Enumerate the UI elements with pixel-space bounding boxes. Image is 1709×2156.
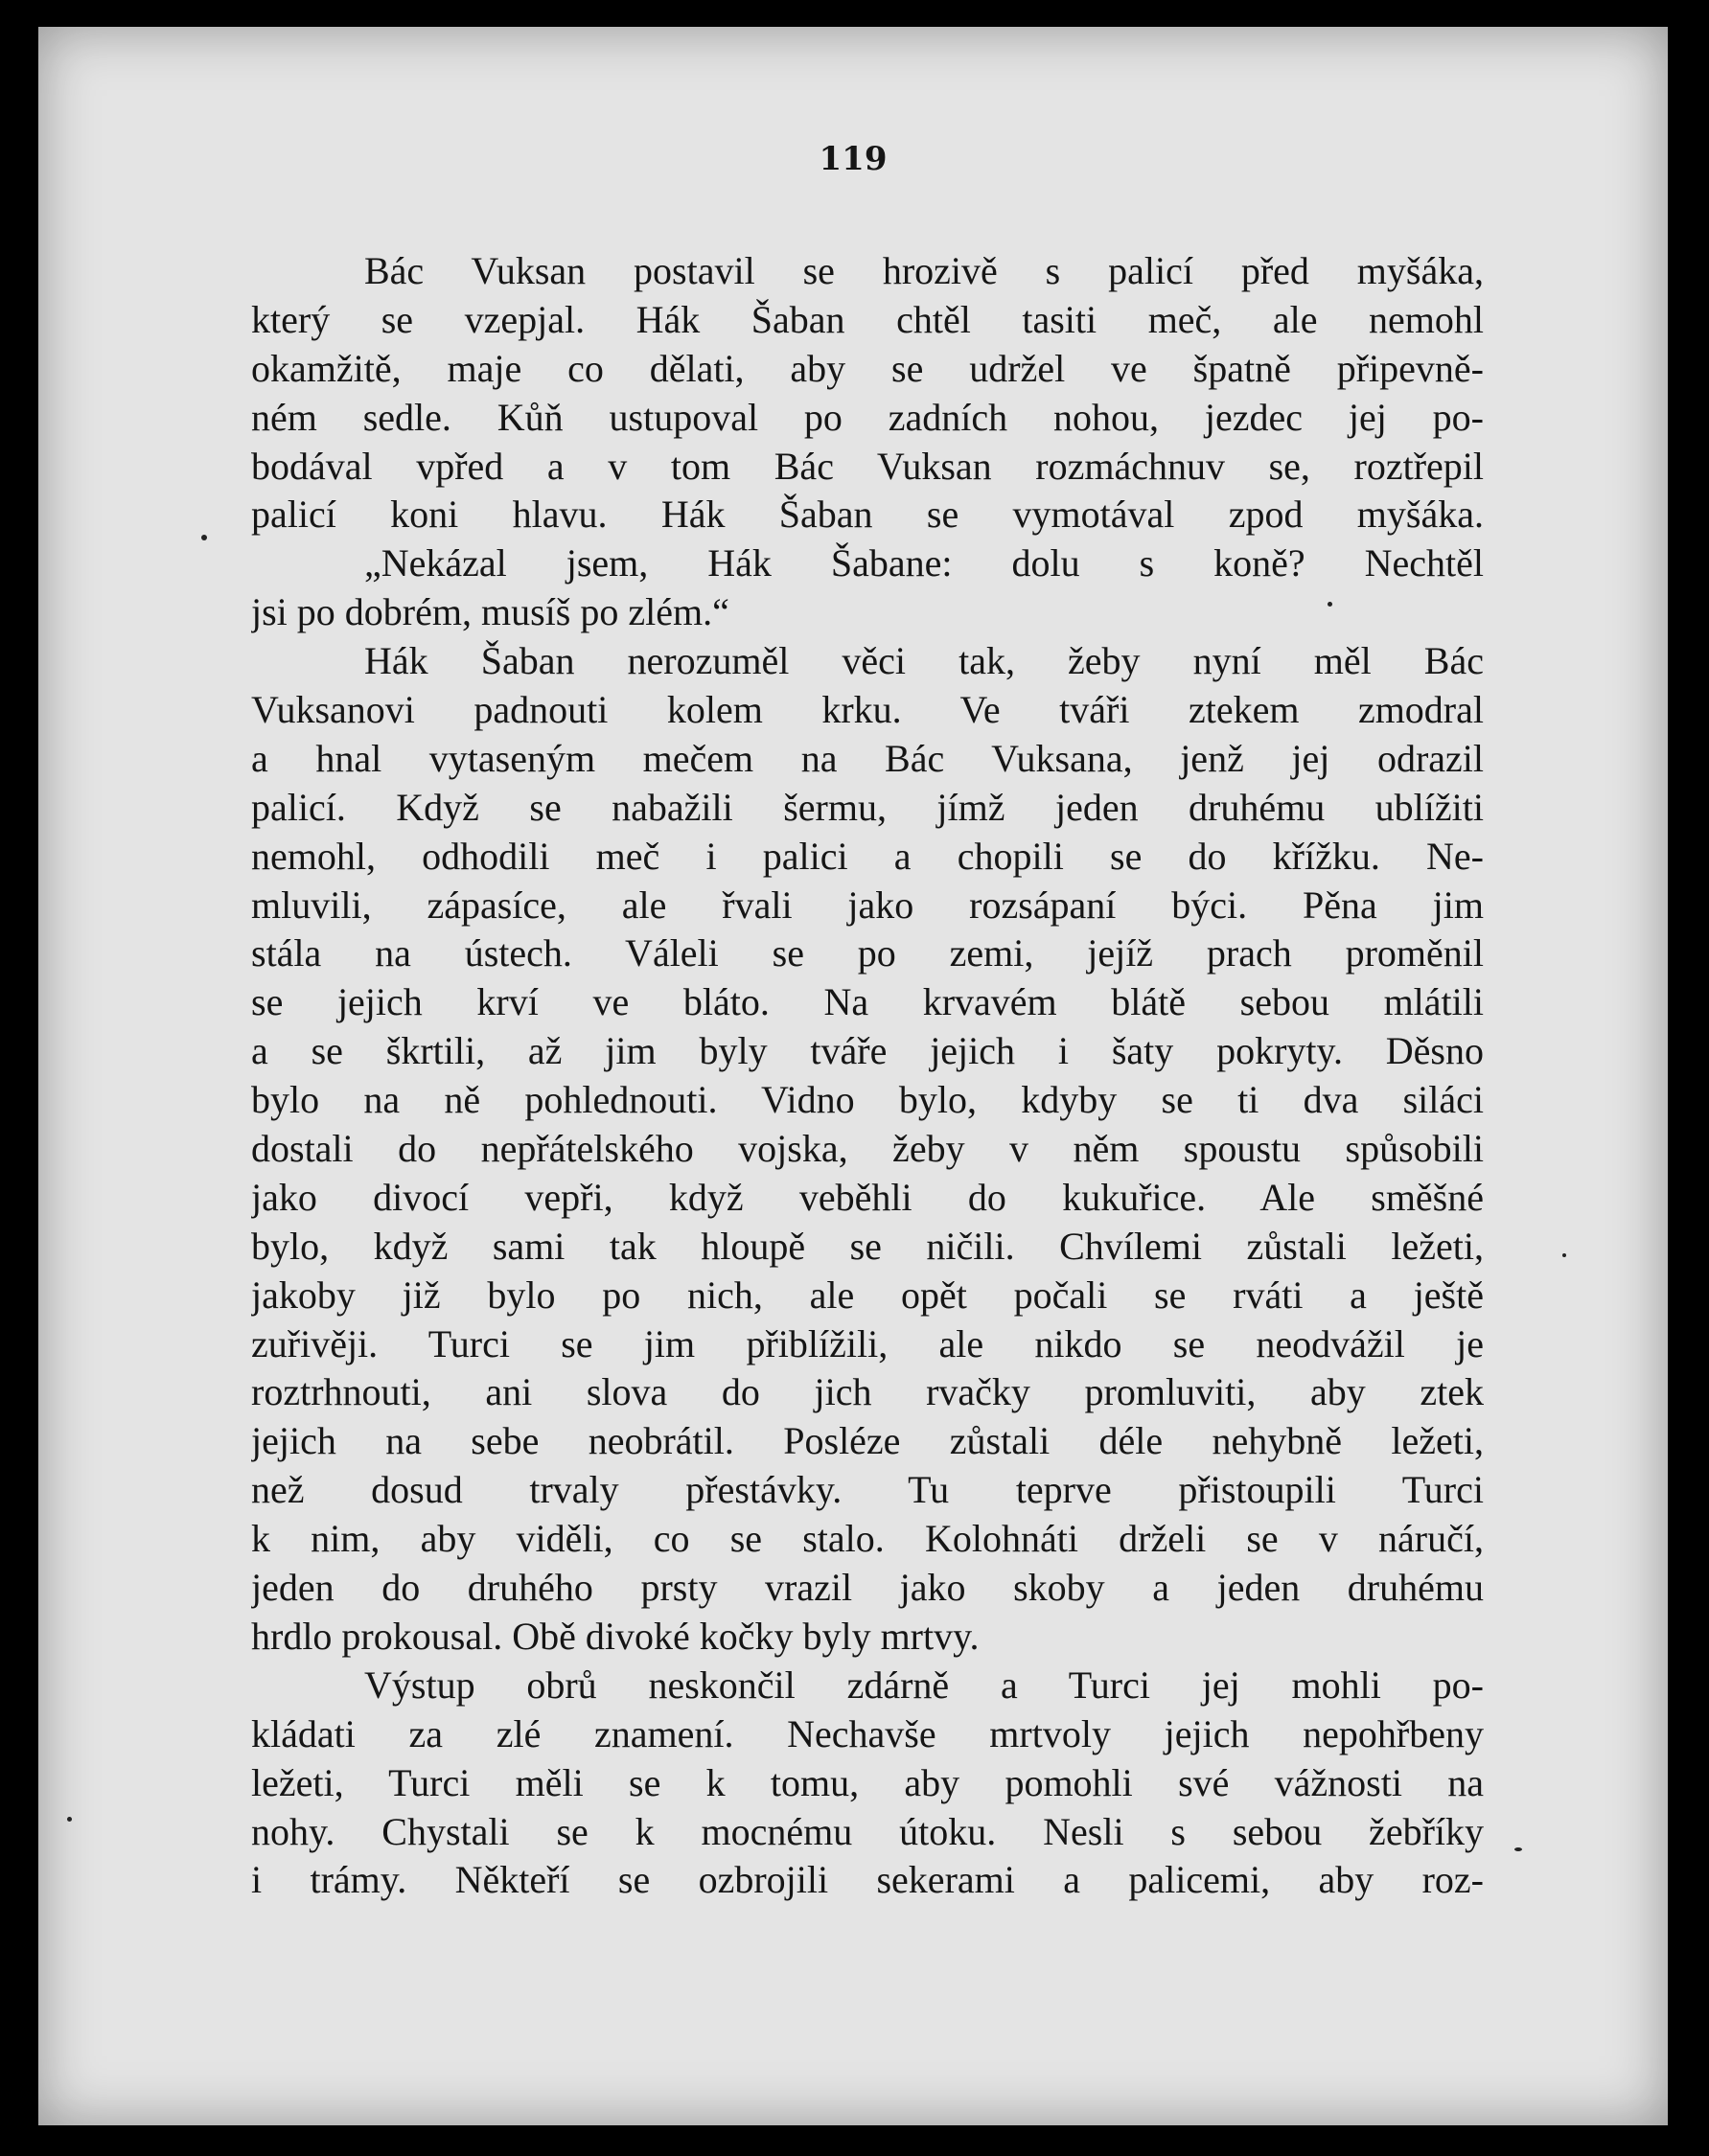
text-line: jejich na sebe neobrátil. Posléze zůstali déle nehybně ležeti,: [251, 1419, 1484, 1463]
text-line: „Nekázal jsem, Hák Šabane: dolu s koně? Nechtěl: [364, 541, 1484, 585]
print-speck: [201, 535, 207, 540]
text-line: okamžitě, maje co dělati, aby se udržel ve špatně připevně-: [251, 346, 1484, 390]
text-line: zuřivěji. Turci se jim přiblížili, ale nikdo se neodvážil je: [251, 1321, 1484, 1365]
text-line: stála na ústech. Váleli se po zemi, jejíž prach proměnil: [251, 931, 1484, 975]
print-speck: [1562, 1253, 1566, 1257]
text-line: jsi po dobrém, musíš po zlém.“: [251, 590, 729, 634]
print-speck: [67, 1817, 72, 1822]
text-line: jako divocí vepři, když veběhli do kukuřice. Ale směšné: [251, 1175, 1484, 1219]
text-line: se jejich krví ve bláto. Na krvavém blátě sebou mlátili: [251, 980, 1484, 1024]
text-line: jeden do druhého prsty vrazil jako skoby a jeden druhému: [251, 1566, 1484, 1610]
text-line: palicí koni hlavu. Hák Šaban se vymotával zpod myšáka.: [251, 493, 1484, 537]
text-line: a hnal vytaseným mečem na Bác Vuksana, jenž jej odrazil: [251, 736, 1484, 780]
text-line: i trámy. Někteří se ozbrojili sekerami a palicemi, aby roz-: [251, 1858, 1484, 1902]
text-line: jakoby již bylo po nich, ale opět počali se rváti a ještě: [251, 1273, 1484, 1317]
print-speck: [1328, 602, 1332, 607]
text-line: k nim, aby viděli, co se stalo. Kolohnáti drželi se v náručí,: [251, 1517, 1484, 1561]
text-line: roztrhnouti, ani slova do jich rvačky promluviti, aby ztek: [251, 1370, 1484, 1414]
text-line: bylo na ně pohlednouti. Vidno bylo, kdyby se ti dva siláci: [251, 1078, 1484, 1122]
text-line: hrdlo prokousal. Obě divoké kočky byly mrtvy.: [251, 1614, 980, 1658]
print-speck: [1514, 1847, 1522, 1851]
book-page: [38, 27, 1668, 2125]
text-line: mluvili, zápasíce, ale řvali jako rozsápaní býci. Pěna jim: [251, 883, 1484, 927]
text-line: palicí. Když se nabažili šermu, jímž jeden druhému ublížiti: [251, 785, 1484, 829]
text-line: bodával vpřed a v tom Bác Vuksan rozmáchnuv se, roztřepil: [251, 444, 1484, 488]
page-number: 119: [819, 140, 888, 178]
text-line: nohy. Chystali se k mocnému útoku. Nesli s sebou žebříky: [251, 1809, 1484, 1853]
text-line: bylo, když sami tak hloupě se ničili. Chvílemi zůstali ležeti,: [251, 1224, 1484, 1268]
body-text: [251, 247, 1484, 1905]
text-line: a se škrtili, až jim byly tváře jejich i šaty pokryty. Děsno: [251, 1029, 1484, 1073]
text-line: Bác Vuksan postavil se hrozivě s palicí před myšáka,: [364, 249, 1484, 292]
text-line: kládati za zlé znamení. Nechavše mrtvoly jejich nepohřbeny: [251, 1711, 1484, 1755]
text-line: než dosud trvaly přestávky. Tu teprve přistoupili Turci: [251, 1468, 1484, 1512]
text-line: dostali do nepřátelského vojska, žeby v něm spoustu spůsobili: [251, 1127, 1484, 1171]
text-line: Vuksanovi padnouti kolem krku. Ve tváři ztekem zmodral: [251, 688, 1484, 732]
text-line: ležeti, Turci měli se k tomu, aby pomohli své vážnosti na: [251, 1760, 1484, 1804]
text-line: ném sedle. Kůň ustupoval po zadních nohou, jezdec jej po-: [251, 395, 1484, 439]
text-line: který se vzepjal. Hák Šaban chtěl tasiti meč, ale nemohl: [251, 297, 1484, 341]
text-line: Výstup obrů neskončil zdárně a Turci jej mohli po-: [364, 1663, 1484, 1707]
text-line: nemohl, odhodili meč i palici a chopili se do křížku. Ne-: [251, 834, 1484, 878]
text-line: Hák Šaban nerozuměl věci tak, žeby nyní měl Bác: [364, 639, 1484, 683]
